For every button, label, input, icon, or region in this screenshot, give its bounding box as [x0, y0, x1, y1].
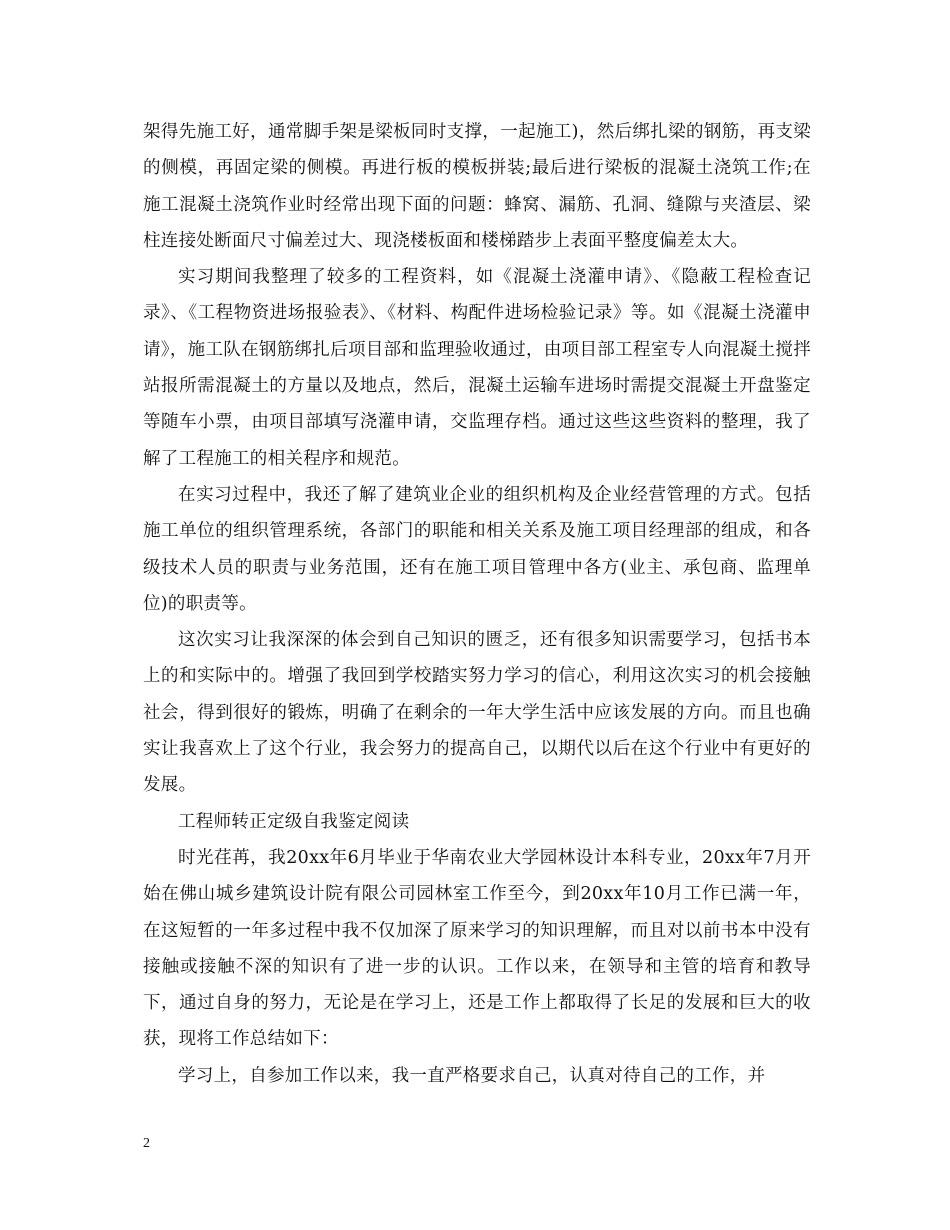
paragraph-work-summary-intro: 时光荏苒，我20xx年6月毕业于华南农业大学园林设计本科专业，20xx年7月开始在佛山城乡建筑设计院有限公司园林室工作至今，到20xx年10月工作已满一年，在这短暂的一年多过程中我不仅加深了原来学习的知识理解，而且对以前书本中没有接触或接触不深的知识有了进一步的认识。工作以来，在领导和主管的培育和教导下，通过自身的努力，无论是在学习上，还是工作上都取得了长足的发展和巨大的收获，现将工作总结如下： — [143, 847, 811, 1050]
section-heading-self-appraisal: 工程师转正定级自我鉴定阅读 — [178, 811, 410, 832]
paragraph-study: 学习上，自参加工作以来，我一直严格要求自己，认真对待自己的工作，并 — [178, 1065, 766, 1086]
paragraph-enterprise-organization: 在实习过程中，我还了解了建筑业企业的组织机构及企业经营管理的方式。包括施工单位的组织管理系统，各部门的职能和相关关系及施工项目经理部的组成，和各级技术人员的职责与业务范围，还有在施工项目管理中各方(业主、承包商、监理单位)的职责等。 — [143, 484, 811, 614]
paragraph-construction-process: 架得先施工好，通常脚手架是梁板同时支撑，一起施工)，然后绑扎梁的钢筋，再支梁的侧模，再固定梁的侧模。再进行板的模板拼装;最后进行梁板的混凝土浇筑工作;在施工混凝土浇筑作业时经常出现下面的问题：蜂窝、漏筋、孔洞、缝隙与夹渣层、梁柱连接处断面尺寸偏差过大、现浇楼板面和楼梯踏步上表面平整度偏差太大。 — [143, 122, 811, 251]
paragraph-engineering-documents: 实习期间我整理了较多的工程资料，如《混凝土浇灌申请》、《隐蔽工程检查记录》、《工程物资进场报验表》、《材料、构配件进场检验记录》等。如《混凝土浇灌申请》，施工队在钢筋绑扎后项目部和监理验收通过，由项目部工程室专人向混凝土搅拌站报所需混凝土的方量以及地点，然后，混凝土运输车进场时需提交混凝土开盘鉴定等随车小票，由项目部填写浇灌申请，交监理存档。通过这些这些资料的整理，我了解了工程施工的相关程序和规范。 — [143, 267, 811, 469]
page-number: 2 — [143, 1136, 150, 1151]
paragraph-internship-reflection: 这次实习让我深深的体会到自己知识的匮乏，还有很多知识需要学习，包括书本上的和实际中的。增强了我回到学校踏实努力学习的信心，利用这次实习的机会接触社会，得到很好的锻炼，明确了在剩余的一年大学生活中应该发展的方向。而且也确实让我喜欢上了这个行业，我会努力的提高自己，以期代以后在这个行业中有更好的发展。 — [143, 630, 811, 796]
document-body — [143, 114, 811, 1094]
